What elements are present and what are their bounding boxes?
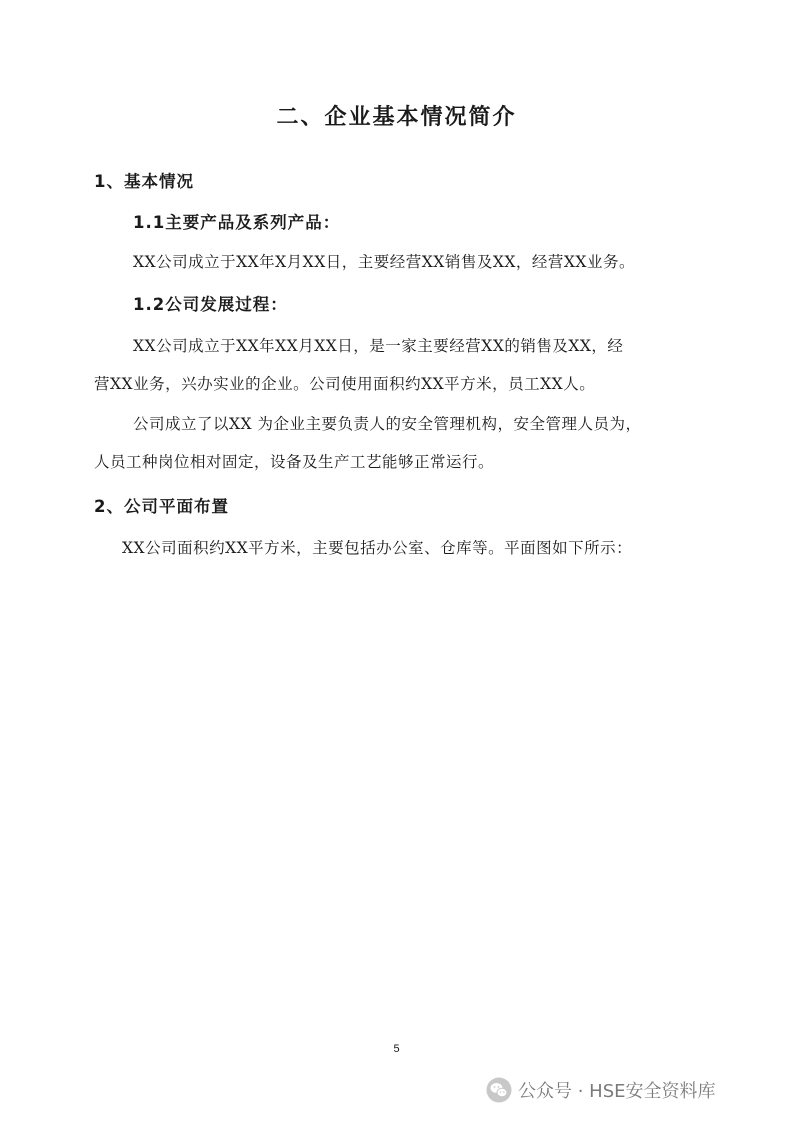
section-heading-basic-info: 1、基本情况	[94, 172, 194, 191]
development-paragraph-line-2: 营XX业务，兴办实业的企业。公司使用面积约XX平方米，员工XX人。	[94, 375, 596, 393]
wechat-icon	[486, 1077, 512, 1103]
safety-paragraph-line-1: 公司成立了以XX 为企业主要负责人的安全管理机构，安全管理人员为，	[133, 415, 642, 433]
subsection-heading-development: 1.2公司发展过程：	[133, 295, 288, 314]
page-title: 二、企业基本情况简介	[276, 105, 517, 130]
layout-paragraph: XX公司面积约XX平方米，主要包括办公室、仓库等。平面图如下所示：	[122, 539, 633, 557]
safety-paragraph-line-2: 人员工种岗位相对固定，设备及生产工艺能够正常运行。	[94, 453, 495, 471]
page-number: 5	[393, 1043, 400, 1055]
watermark	[486, 1074, 716, 1106]
watermark-text: 公众号 · HSE安全资料库	[518, 1081, 716, 1102]
development-paragraph-line-1: XX公司成立于XX年XX月XX日，是一家主要经营XX的销售及XX，经	[133, 337, 624, 355]
section-heading-layout: 2、公司平面布置	[94, 497, 229, 516]
subsection-heading-products: 1.1主要产品及系列产品：	[133, 213, 341, 232]
products-paragraph: XX公司成立于XX年X月XX日，主要经营XX销售及XX，经营XX业务。	[133, 253, 635, 271]
